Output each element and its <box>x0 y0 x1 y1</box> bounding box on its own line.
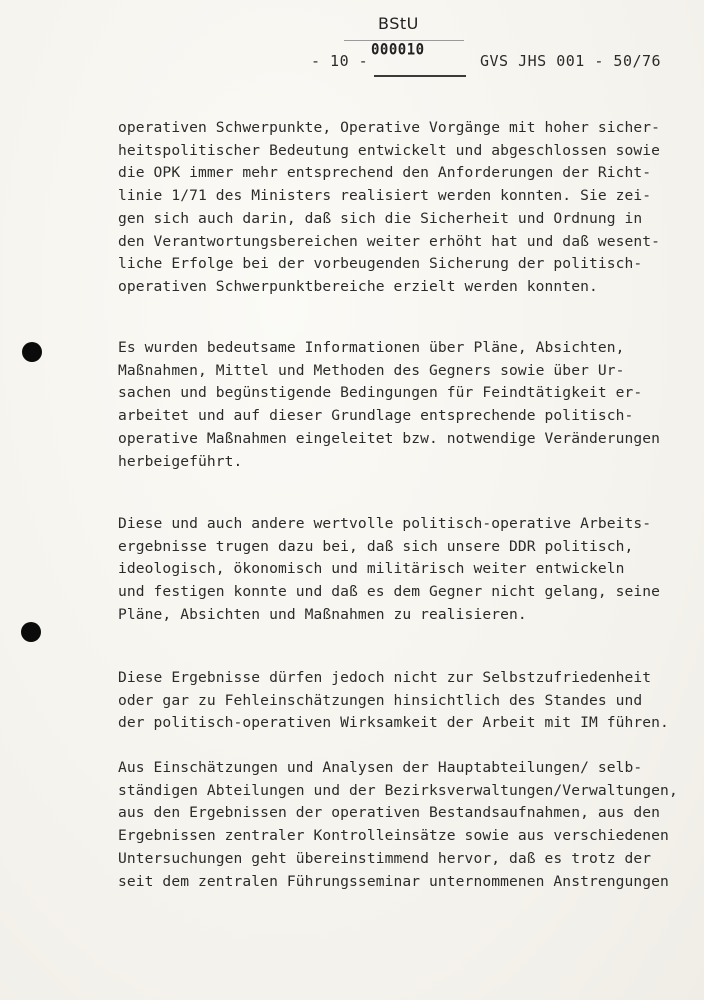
page-number: - 10 - <box>311 52 369 70</box>
punch-hole-lower <box>21 622 41 642</box>
text-line: seit dem zentralen Führungsseminar unternommenen Anstrengungen <box>118 872 669 890</box>
text-line: Diese Ergebnisse dürfen jedoch nicht zur Selbstzufriedenheit <box>118 669 652 686</box>
text-line: und festigen konnte und daß es dem Gegner nicht gelang, seine <box>118 583 661 601</box>
text-line: arbeitet und auf dieser Grundlage entsprechende politisch- <box>118 407 634 425</box>
text-line: ideologisch, ökonomisch und militärisch weiter entwickeln <box>118 560 625 578</box>
text-line: operativen Schwerpunkte, Operative Vorgänge mit hoher sicher- <box>118 119 661 136</box>
document-reference: GVS JHS 001 - 50/76 <box>480 52 662 70</box>
text-line: aus den Ergebnissen der operativen Bestandsaufnahmen, aus den <box>118 804 661 822</box>
stamp-number: 000010 <box>371 40 425 60</box>
text-line: den Verantwortungsbereichen weiter erhöht hat und daß wesent- <box>118 232 661 250</box>
paragraph-5 <box>118 757 698 893</box>
text-line: Es wurden bedeutsame Informationen über Pläne, Absichten, <box>118 339 625 356</box>
text-line: ständigen Abteilungen und der Bezirksverwaltungen/Verwaltungen, <box>118 781 678 799</box>
text-line: Maßnahmen, Mittel und Methoden des Gegners sowie über Ur- <box>118 361 625 379</box>
paragraph-2 <box>118 337 698 473</box>
text-line: ergebnisse trugen dazu bei, daß sich unsere DDR politisch, <box>118 537 634 555</box>
text-line: linie 1/71 des Ministers realisiert werden konnten. Sie zei- <box>118 187 652 205</box>
text-line: die OPK immer mehr entsprechend den Anforderungen der Richt- <box>118 164 652 182</box>
text-line: gen sich auch darin, daß sich die Sicherheit und Ordnung in <box>118 209 643 227</box>
paragraph-1 <box>118 117 698 299</box>
text-line: heitspolitischer Bedeutung entwickelt und abgeschlossen sowie <box>118 141 661 159</box>
text-line: sachen und begünstigende Bedingungen für Feindtätigkeit er- <box>118 384 643 402</box>
punch-hole-upper <box>22 342 42 362</box>
text-line: Aus Einschätzungen und Analysen der Hauptabteilungen/ selb- <box>118 759 643 776</box>
paragraph-4 <box>118 667 698 735</box>
text-line: Untersuchungen geht übereinstimmend hervor, daß es trotz der <box>118 849 652 867</box>
text-line: operativen Schwerpunktbereiche erzielt werden konnten. <box>118 277 598 295</box>
stamp-underline <box>374 75 466 77</box>
text-line: herbeigeführt. <box>118 452 243 470</box>
stamp-label: BStU <box>378 14 419 33</box>
text-line: Pläne, Absichten und Maßnahmen zu realisieren. <box>118 605 527 623</box>
text-line: liche Erfolge bei der vorbeugenden Sicherung der politisch- <box>118 255 643 273</box>
text-line: oder gar zu Fehleinschätzungen hinsichtlich des Standes und <box>118 691 643 709</box>
text-line: Diese und auch andere wertvolle politisch-operative Arbeits- <box>118 515 652 532</box>
text-line: Ergebnissen zentraler Kontrolleinsätze sowie aus verschiedenen <box>118 827 669 845</box>
text-line: operative Maßnahmen eingeleitet bzw. notwendige Veränderungen <box>118 429 661 447</box>
paragraph-3 <box>118 513 698 627</box>
text-line: der politisch-operativen Wirksamkeit der Arbeit mit IM führen. <box>118 714 669 732</box>
